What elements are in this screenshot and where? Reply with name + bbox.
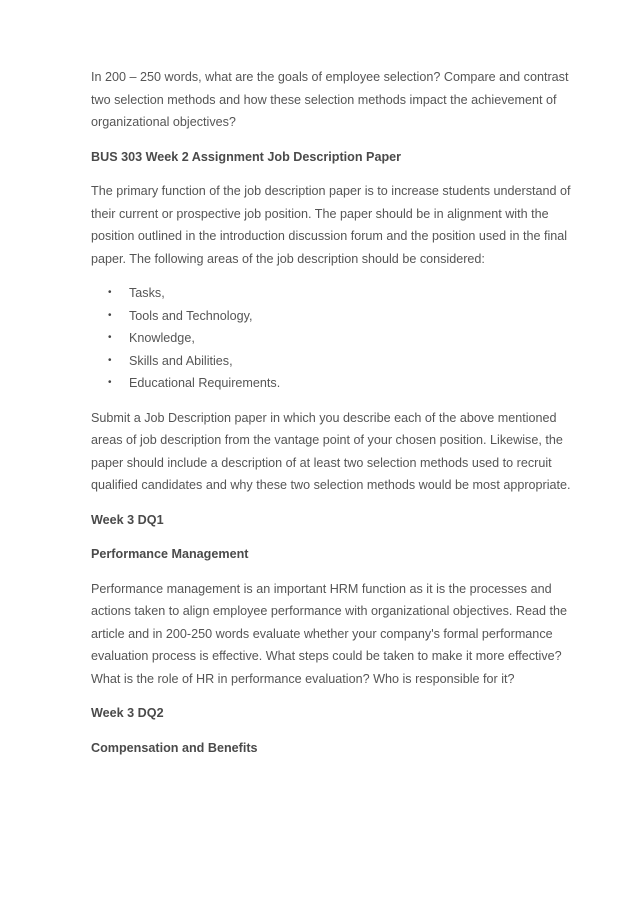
- compensation-benefits-heading: Compensation and Benefits: [91, 740, 258, 755]
- text-line: The primary function of the job description paper is to increase students understand of: [91, 184, 571, 198]
- text-line: evaluation process is effective. What steps could be taken to make it more effective?: [91, 649, 562, 663]
- intro-question-paragraph: [91, 66, 591, 134]
- list-item: [91, 327, 591, 350]
- assignment-submit-paragraph: [91, 407, 591, 497]
- document-page: [91, 66, 591, 759]
- text-line: Performance management is an important HRM function as it is the processes and: [91, 581, 552, 596]
- list-item-label: Educational Requirements.: [129, 376, 281, 390]
- assignment-heading: BUS 303 Week 2 Assignment Job Description Paper: [91, 149, 402, 164]
- performance-management-heading: Performance Management: [91, 547, 249, 561]
- week3-dq2-heading: Week 3 DQ2: [91, 706, 164, 720]
- text-line: Submit a Job Description paper in which you describe each of the above mentioned: [91, 410, 557, 425]
- job-description-areas-list: [91, 282, 591, 395]
- bullet-icon: •: [108, 287, 112, 298]
- list-item: [91, 282, 591, 305]
- text-line: qualified candidates and why these two selection methods would be most appropriate.: [91, 478, 571, 492]
- week3-dq1-heading: Week 3 DQ1: [91, 512, 164, 527]
- text-line: In 200 – 250 words, what are the goals of employee selection? Compare and contrast: [91, 70, 569, 84]
- text-line: organizational objectives?: [91, 115, 236, 129]
- text-line: two selection methods and how these selection methods impact the achievement of: [91, 92, 557, 107]
- assignment-intro-paragraph: [91, 180, 591, 270]
- list-item-label: Knowledge,: [129, 331, 195, 345]
- performance-management-paragraph: [91, 578, 591, 691]
- list-item: [91, 350, 591, 373]
- text-line: paper should include a description of at least two selection methods used to recruit: [91, 455, 552, 470]
- bullet-icon: •: [108, 377, 112, 388]
- text-line: article and in 200-250 words evaluate whether your company's formal performance: [91, 626, 553, 641]
- text-line: position outlined in the introduction discussion forum and the position used in the final: [91, 229, 568, 243]
- bullet-icon: •: [108, 332, 112, 343]
- list-item: [91, 305, 591, 328]
- text-line: their current or prospective job position. The paper should be in alignment with the: [91, 206, 549, 221]
- bullet-icon: •: [108, 354, 112, 366]
- text-line: areas of job description from the vantage point of your chosen position. Likewise, the: [91, 433, 563, 447]
- bullet-icon: •: [108, 309, 112, 321]
- list-item-label: Tasks,: [129, 286, 165, 300]
- list-item: [91, 372, 591, 395]
- list-item-label: Tools and Technology,: [129, 308, 253, 323]
- list-item-label: Skills and Abilities,: [129, 353, 233, 368]
- text-line: actions taken to align employee performance with organizational objectives. Read the: [91, 604, 568, 618]
- text-line: What is the role of HR in performance evaluation? Who is responsible for it?: [91, 671, 515, 686]
- text-line: paper. The following areas of the job description should be considered:: [91, 251, 485, 266]
